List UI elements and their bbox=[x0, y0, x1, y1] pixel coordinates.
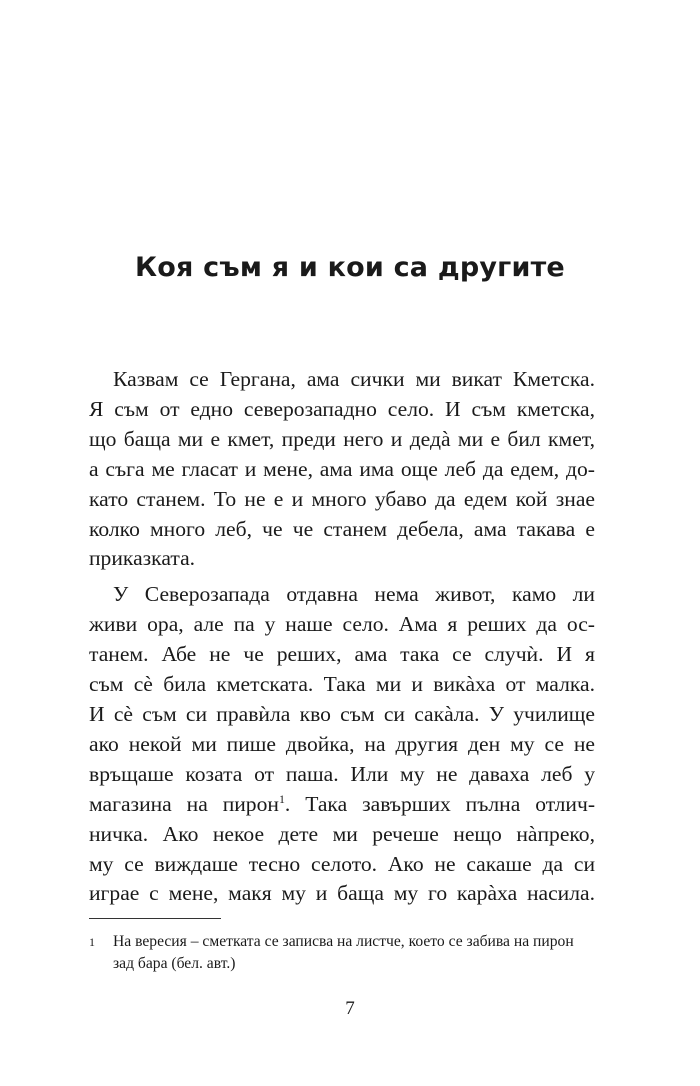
text-line: Я съм от едно северозападно село. И съм кметска, bbox=[89, 396, 595, 421]
footnote-reference[interactable]: 1 bbox=[278, 791, 285, 806]
text-line: ничка. Ако некое дете ми речеше нещо нàпреко, bbox=[89, 821, 595, 846]
footnote-text: На вересия – сметката се записва на листче, което се забива на пирон зад бара (бел. авт.) bbox=[113, 933, 574, 972]
text-fragment: магазина на пирон bbox=[89, 791, 279, 816]
text-line: играе с мене, макя му и баща му го карàха насила. bbox=[89, 881, 595, 906]
paragraph-1 bbox=[89, 365, 595, 574]
text-line: танем. Абе не че реших, ама така се случѝ. И я bbox=[89, 642, 595, 667]
text-line: колко много леб, че че станем дебела, ама такава е bbox=[89, 516, 595, 541]
page-number: 7 bbox=[345, 998, 355, 1019]
text-line-with-footnote bbox=[89, 790, 595, 820]
text-line: а съга ме гласат и мене, ама има още леб да едем, до- bbox=[89, 456, 595, 481]
text-line: що баща ми е кмет, преди него и дедà ми е бил кмет, bbox=[89, 426, 595, 451]
text-line: Казвам се Гергана, ама сички ми викат Кметска. bbox=[113, 367, 595, 391]
paragraph-2 bbox=[89, 580, 595, 909]
text-line: връщаше козата от паша. Или му не даваха леб у bbox=[89, 761, 595, 786]
text-line: съм сè била кметската. Така ми и викàха от малка. bbox=[89, 672, 595, 697]
text-line: И сè съм си правѝла кво съм си сакàла. У училище bbox=[89, 701, 595, 726]
text-line: като станем. То не е и много убаво да едем кой знае bbox=[89, 486, 595, 511]
chapter-title: Коя съм я и кои са другите bbox=[135, 252, 565, 283]
text-line: му се виждаше тесно селото. Ако не сакаше да си bbox=[89, 851, 595, 876]
text-line: ако некой ми пише двойка, на другия ден му се не bbox=[89, 731, 595, 756]
text-fragment: . Така завърших пълна отлич- bbox=[284, 791, 596, 816]
text-line: У Северозапада отдавна нема живот, камо ли bbox=[113, 582, 595, 607]
footnote bbox=[89, 931, 595, 975]
footnote-number: 1 bbox=[89, 935, 95, 949]
text-line: приказката. bbox=[89, 546, 196, 571]
footnote-divider bbox=[89, 918, 221, 919]
text-line: живи ора, але па у наше село. Ама я реших да ос- bbox=[89, 612, 595, 637]
body-text bbox=[89, 365, 595, 909]
